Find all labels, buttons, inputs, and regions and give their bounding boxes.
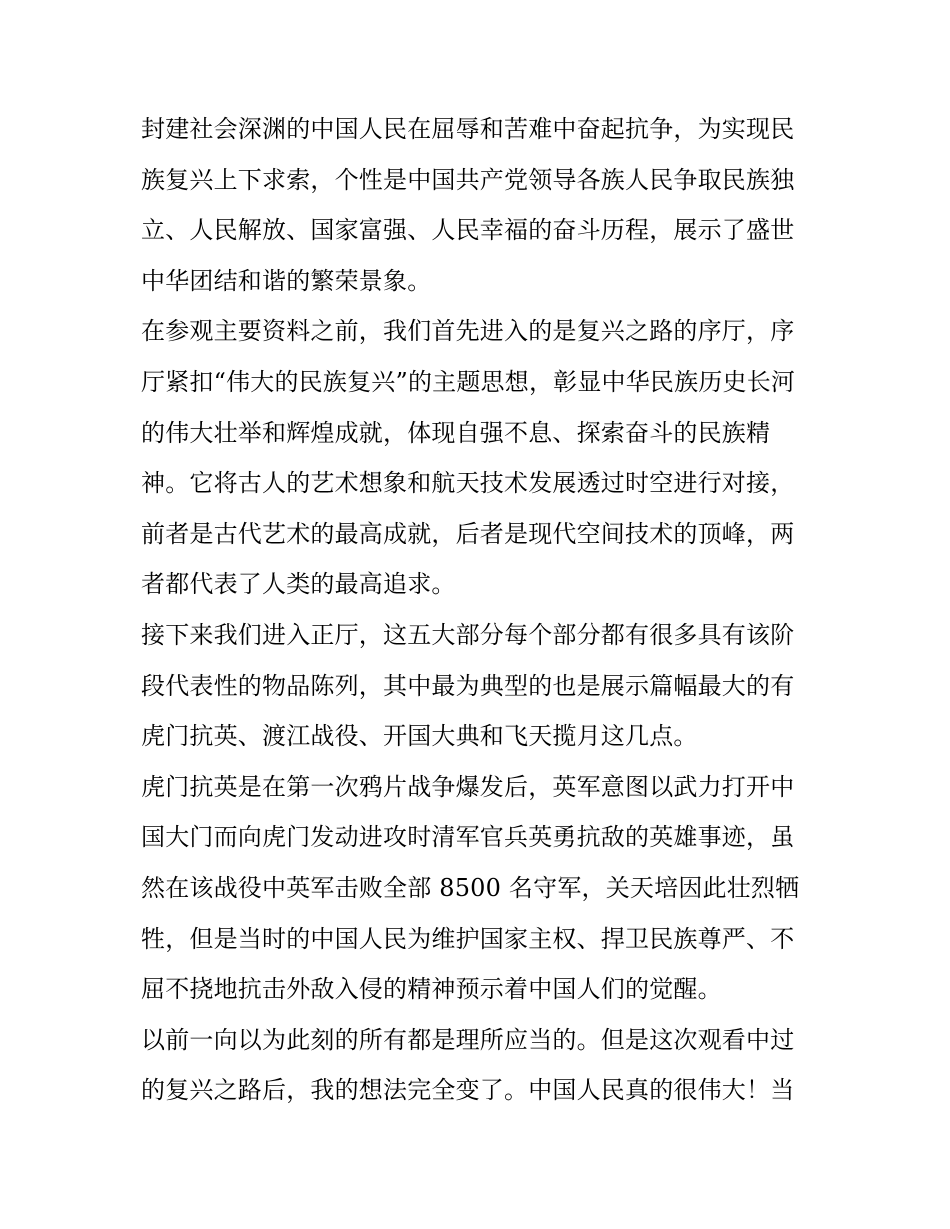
text-line: 牲，但是当时的中国人民为维护国家主权、捍卫民族尊严、不 bbox=[141, 924, 795, 953]
text-line: 前者是古代艺术的最高成就，后者是现代空间技术的顶峰，两 bbox=[141, 519, 795, 548]
text-line: 的伟大壮举和辉煌成就，体现自强不息、探索奋斗的民族精 bbox=[141, 418, 771, 447]
paragraph-5 bbox=[141, 1015, 816, 1116]
text-line: 封建社会深渊的中国人民在屈辱和苦难中奋起抗争，为实现民 bbox=[141, 115, 795, 143]
text-line: 者都代表了人类的最高追求。 bbox=[141, 570, 456, 599]
paragraph-3 bbox=[141, 610, 816, 762]
text-line: 国大门而向虎门发动进攻时清军官兵英勇抗敌的英雄事迹，虽 bbox=[141, 823, 795, 852]
text-line: 在参观主要资料之前，我们首先进入的是复兴之路的序厅，序 bbox=[141, 317, 795, 346]
text-line: 屈不挠地抗击外敌入侵的精神预示着中国人们的觉醒。 bbox=[141, 975, 722, 1004]
text-line: 中华团结和谐的繁荣景象。 bbox=[141, 266, 432, 295]
text-line: 族复兴上下求索，个性是中国共产党领导各族人民争取民族独 bbox=[141, 165, 795, 194]
text-line: 接下来我们进入正厅，这五大部分每个部分都有很多具有该阶 bbox=[141, 620, 795, 649]
paragraph-4 bbox=[141, 762, 816, 1015]
paragraph-2 bbox=[141, 306, 816, 610]
text-line: 厅紧扣“伟大的民族复兴”的主题思想，彰显中华民族历史长河 bbox=[141, 367, 796, 396]
text-line: 以前一向以为此刻的所有都是理所应当的。但是这次观看中过 bbox=[141, 1025, 795, 1054]
text-line: 虎门抗英是在第一次鸦片战争爆发后，英军意图以武力打开中 bbox=[141, 772, 795, 801]
text-line: 段代表性的物品陈列，其中最为典型的也是展示篇幅最大的有 bbox=[141, 671, 795, 700]
text-line: 的复兴之路后，我的想法完全变了。中国人民真的很伟大！当 bbox=[141, 1076, 795, 1105]
text-line: 然在该战役中英军击败全部 8500 名守军，关天培因此壮烈牺 bbox=[141, 873, 800, 902]
text-line: 神。它将古人的艺术想象和航天技术发展透过时空进行对接， bbox=[141, 469, 795, 498]
document-body bbox=[141, 104, 816, 1116]
paragraph-1 bbox=[141, 104, 816, 306]
text-line: 立、人民解放、国家富强、人民幸福的奋斗历程，展示了盛世 bbox=[141, 216, 795, 245]
text-line: 虎门抗英、渡江战役、开国大典和飞天揽月这几点。 bbox=[141, 722, 698, 751]
